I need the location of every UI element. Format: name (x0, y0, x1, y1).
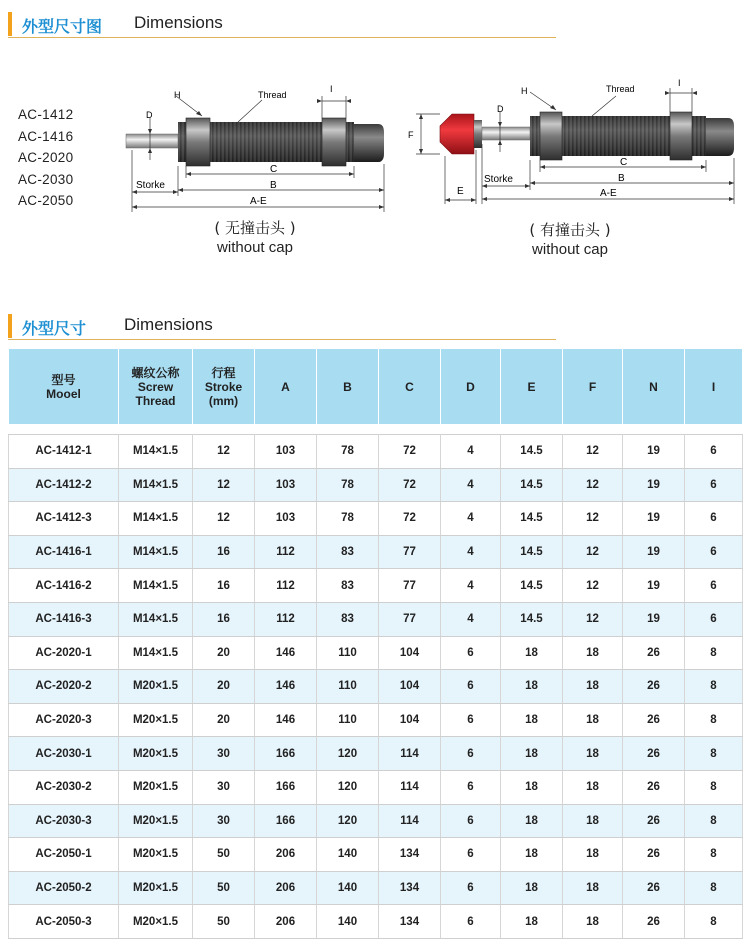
table-body (9, 425, 743, 939)
value-cell: 104 (379, 703, 441, 737)
table-row (9, 670, 743, 704)
label-ae-left: A-E (250, 196, 267, 207)
drawing-without-cap (126, 84, 384, 212)
value-cell: 206 (255, 838, 317, 872)
drawing-with-cap (408, 78, 734, 204)
value-cell: 12 (563, 468, 623, 502)
value-cell: 20 (193, 670, 255, 704)
value-cell: 103 (255, 502, 317, 536)
model-cell: AC-1416-2 (9, 569, 119, 603)
value-cell: 14.5 (501, 502, 563, 536)
value-cell: 19 (623, 435, 685, 469)
model-cell: AC-1416-1 (9, 535, 119, 569)
value-cell: 134 (379, 871, 441, 905)
model-cell: AC-2020-1 (9, 636, 119, 670)
value-cell: 140 (317, 905, 379, 939)
value-cell: 8 (685, 838, 743, 872)
value-cell: 112 (255, 535, 317, 569)
value-cell: 4 (441, 535, 501, 569)
dimensions-table (8, 348, 743, 939)
value-cell: 77 (379, 569, 441, 603)
value-cell: 18 (501, 703, 563, 737)
value-cell: 19 (623, 602, 685, 636)
table-row (9, 636, 743, 670)
value-cell: 19 (623, 502, 685, 536)
value-cell: 6 (441, 770, 501, 804)
column-header-line: E (527, 379, 536, 394)
value-cell: 114 (379, 737, 441, 771)
column-header (193, 349, 255, 425)
label-f-right: F (408, 130, 414, 140)
value-cell: 18 (563, 703, 623, 737)
table-row (9, 770, 743, 804)
value-cell: 166 (255, 737, 317, 771)
column-header-line: 型号 (51, 372, 76, 387)
value-cell: 26 (623, 703, 685, 737)
column-header-line: (mm) (208, 393, 239, 408)
value-cell: 14.5 (501, 535, 563, 569)
model-list-item: AC-2030 (18, 171, 74, 187)
value-cell: 26 (623, 804, 685, 838)
value-cell: 206 (255, 905, 317, 939)
value-cell: 8 (685, 804, 743, 838)
table-header-row (9, 349, 743, 425)
value-cell: 50 (193, 905, 255, 939)
value-cell: 6 (685, 435, 743, 469)
model-cell: AC-2030-1 (9, 737, 119, 771)
section-title-cn: 外型尺寸 (22, 319, 87, 338)
value-cell: 20 (193, 703, 255, 737)
table-row (9, 871, 743, 905)
value-cell: 72 (379, 502, 441, 536)
caption-cn: ( 有撞击头 ) (529, 221, 611, 239)
value-cell: 78 (317, 435, 379, 469)
value-cell: 18 (501, 871, 563, 905)
column-header (441, 349, 501, 425)
value-cell: 6 (685, 569, 743, 603)
value-cell: 110 (317, 636, 379, 670)
value-cell: 16 (193, 569, 255, 603)
value-cell: 8 (685, 737, 743, 771)
value-cell: 26 (623, 871, 685, 905)
table-row (9, 804, 743, 838)
column-header-line: Thread (135, 393, 176, 408)
table-row (9, 468, 743, 502)
value-cell: 120 (317, 804, 379, 838)
value-cell: M20×1.5 (119, 703, 193, 737)
value-cell: 19 (623, 535, 685, 569)
header-gap (9, 425, 743, 435)
value-cell: M20×1.5 (119, 871, 193, 905)
column-header-line: N (649, 379, 658, 394)
model-cell: AC-1412-3 (9, 502, 119, 536)
value-cell: 26 (623, 670, 685, 704)
column-header-line: B (343, 379, 352, 394)
value-cell: 6 (685, 535, 743, 569)
value-cell: 14.5 (501, 569, 563, 603)
value-cell: M20×1.5 (119, 770, 193, 804)
section-header-table (8, 310, 556, 340)
column-header (255, 349, 317, 425)
value-cell: 110 (317, 670, 379, 704)
section-divider (8, 339, 556, 340)
value-cell: 30 (193, 737, 255, 771)
value-cell: 8 (685, 670, 743, 704)
value-cell: 140 (317, 838, 379, 872)
model-cell: AC-1412-1 (9, 435, 119, 469)
value-cell: 4 (441, 502, 501, 536)
column-header-line: 螺纹公称 (131, 365, 180, 380)
value-cell: 30 (193, 804, 255, 838)
model-cell: AC-2030-3 (9, 804, 119, 838)
value-cell: 16 (193, 602, 255, 636)
label-h-left: H (174, 90, 181, 100)
value-cell: 104 (379, 636, 441, 670)
column-header-line: I (711, 379, 716, 394)
label-c-left: C (270, 164, 278, 175)
value-cell: 112 (255, 602, 317, 636)
value-cell: 19 (623, 468, 685, 502)
label-c-right: C (620, 157, 628, 168)
value-cell: 103 (255, 468, 317, 502)
value-cell: M14×1.5 (119, 535, 193, 569)
value-cell: 78 (317, 502, 379, 536)
label-ae-right: A-E (600, 188, 617, 199)
value-cell: 8 (685, 636, 743, 670)
column-header-line: Stroke (204, 379, 243, 394)
model-cell: AC-2050-1 (9, 838, 119, 872)
value-cell: 12 (563, 502, 623, 536)
column-header (379, 349, 441, 425)
value-cell: 8 (685, 905, 743, 939)
value-cell: 6 (441, 838, 501, 872)
value-cell: 14.5 (501, 602, 563, 636)
accent-bar (8, 314, 12, 338)
value-cell: 6 (685, 468, 743, 502)
value-cell: 146 (255, 703, 317, 737)
label-b-right: B (618, 173, 625, 184)
value-cell: 114 (379, 770, 441, 804)
value-cell: 83 (317, 602, 379, 636)
value-cell: 6 (441, 737, 501, 771)
label-d-left: D (146, 110, 153, 120)
value-cell: M14×1.5 (119, 636, 193, 670)
value-cell: 18 (563, 905, 623, 939)
value-cell: 78 (317, 468, 379, 502)
value-cell: 18 (501, 905, 563, 939)
section-title-cn: 外型尺寸图 (22, 17, 103, 36)
value-cell: 4 (441, 468, 501, 502)
value-cell: M14×1.5 (119, 602, 193, 636)
table-row (9, 703, 743, 737)
value-cell: 166 (255, 804, 317, 838)
value-cell: 77 (379, 535, 441, 569)
label-i-right: I (678, 78, 681, 88)
value-cell: 50 (193, 838, 255, 872)
model-list-item: AC-1416 (18, 128, 74, 144)
value-cell: 6 (441, 804, 501, 838)
value-cell: 18 (501, 737, 563, 771)
value-cell: 26 (623, 905, 685, 939)
value-cell: 12 (563, 535, 623, 569)
model-cell: AC-2050-2 (9, 871, 119, 905)
value-cell: 26 (623, 838, 685, 872)
value-cell: M14×1.5 (119, 435, 193, 469)
dimension-drawings (0, 0, 750, 300)
value-cell: 83 (317, 535, 379, 569)
label-thread-right: Thread (606, 84, 635, 94)
model-list-item: AC-2050 (18, 193, 74, 208)
value-cell: 6 (685, 602, 743, 636)
value-cell: 6 (441, 703, 501, 737)
value-cell: 8 (685, 871, 743, 905)
model-list-item: AC-2020 (18, 150, 74, 165)
value-cell: 18 (563, 636, 623, 670)
column-header-line: Screw (137, 379, 174, 394)
value-cell: 12 (563, 602, 623, 636)
value-cell: 18 (501, 636, 563, 670)
value-cell: 6 (441, 905, 501, 939)
value-cell: M14×1.5 (119, 569, 193, 603)
value-cell: 19 (623, 569, 685, 603)
value-cell: 26 (623, 636, 685, 670)
value-cell: 206 (255, 871, 317, 905)
table-row (9, 905, 743, 939)
value-cell: 12 (193, 435, 255, 469)
value-cell: 18 (501, 838, 563, 872)
value-cell: 4 (441, 602, 501, 636)
value-cell: M20×1.5 (119, 670, 193, 704)
model-cell: AC-1416-3 (9, 602, 119, 636)
value-cell: 26 (623, 770, 685, 804)
column-header-line: D (466, 379, 475, 394)
value-cell: 103 (255, 435, 317, 469)
table-row (9, 435, 743, 469)
column-header-line: F (588, 379, 597, 394)
column-header-line: Mooel (46, 386, 81, 401)
model-list-item: AC-1412 (18, 107, 74, 122)
value-cell: 18 (501, 770, 563, 804)
column-header (317, 349, 379, 425)
value-cell: 26 (623, 737, 685, 771)
value-cell: 18 (563, 737, 623, 771)
value-cell: 18 (501, 670, 563, 704)
column-header (563, 349, 623, 425)
table-row (9, 535, 743, 569)
value-cell: 14.5 (501, 435, 563, 469)
value-cell: 6 (441, 871, 501, 905)
table-row (9, 502, 743, 536)
section-title-en: Dimensions (134, 13, 223, 32)
value-cell: 8 (685, 770, 743, 804)
table-row (9, 737, 743, 771)
caption-with-cap (505, 220, 635, 260)
value-cell: 134 (379, 838, 441, 872)
value-cell: 140 (317, 871, 379, 905)
value-cell: 134 (379, 905, 441, 939)
column-header (9, 349, 119, 425)
value-cell: 18 (563, 804, 623, 838)
value-cell: 6 (685, 502, 743, 536)
value-cell: 30 (193, 770, 255, 804)
value-cell: 18 (563, 838, 623, 872)
value-cell: 146 (255, 670, 317, 704)
value-cell: 8 (685, 703, 743, 737)
value-cell: 12 (193, 468, 255, 502)
value-cell: 18 (563, 871, 623, 905)
column-header-line: C (405, 379, 414, 394)
value-cell: M14×1.5 (119, 468, 193, 502)
column-header-line: A (281, 379, 290, 394)
label-stroke-left: Storke (136, 180, 165, 191)
table-row (9, 838, 743, 872)
value-cell: 110 (317, 703, 379, 737)
value-cell: 14.5 (501, 468, 563, 502)
value-cell: 83 (317, 569, 379, 603)
value-cell: 104 (379, 670, 441, 704)
model-cell: AC-2020-2 (9, 670, 119, 704)
label-thread-left: Thread (258, 90, 287, 100)
value-cell: 72 (379, 435, 441, 469)
column-header (119, 349, 193, 425)
caption-without-cap (190, 218, 320, 258)
section-title-en: Dimensions (124, 315, 213, 334)
column-header (685, 349, 743, 425)
value-cell: 120 (317, 770, 379, 804)
value-cell: 146 (255, 636, 317, 670)
value-cell: 120 (317, 737, 379, 771)
caption-cn: ( 无撞击头 ) (214, 219, 296, 237)
value-cell: M20×1.5 (119, 838, 193, 872)
model-cell: AC-1412-2 (9, 468, 119, 502)
model-cell: AC-2050-3 (9, 905, 119, 939)
table-row (9, 569, 743, 603)
value-cell: 18 (501, 804, 563, 838)
label-stroke-right: Storke (484, 174, 513, 185)
column-header (501, 349, 563, 425)
value-cell: 12 (193, 502, 255, 536)
caption-en: without cap (217, 239, 293, 256)
model-cell: AC-2020-3 (9, 703, 119, 737)
value-cell: 77 (379, 602, 441, 636)
table-row (9, 602, 743, 636)
column-header-line: 行程 (211, 365, 236, 380)
value-cell: 50 (193, 871, 255, 905)
caption-en: without cap (532, 241, 608, 258)
label-e-right: E (457, 186, 464, 197)
value-cell: 18 (563, 770, 623, 804)
label-i-left: I (330, 84, 333, 94)
value-cell: M20×1.5 (119, 905, 193, 939)
value-cell: 20 (193, 636, 255, 670)
value-cell: 18 (563, 670, 623, 704)
value-cell: 6 (441, 636, 501, 670)
model-cell: AC-2030-2 (9, 770, 119, 804)
value-cell: 16 (193, 535, 255, 569)
value-cell: M20×1.5 (119, 804, 193, 838)
value-cell: 166 (255, 770, 317, 804)
value-cell: 6 (441, 670, 501, 704)
value-cell: M20×1.5 (119, 737, 193, 771)
label-h-right: H (521, 86, 528, 96)
value-cell: 4 (441, 569, 501, 603)
label-d-right: D (497, 104, 504, 114)
value-cell: 114 (379, 804, 441, 838)
value-cell: 112 (255, 569, 317, 603)
value-cell: 12 (563, 435, 623, 469)
value-cell: 72 (379, 468, 441, 502)
value-cell: M14×1.5 (119, 502, 193, 536)
label-b-left: B (270, 180, 277, 191)
column-header (623, 349, 685, 425)
value-cell: 12 (563, 569, 623, 603)
value-cell: 4 (441, 435, 501, 469)
